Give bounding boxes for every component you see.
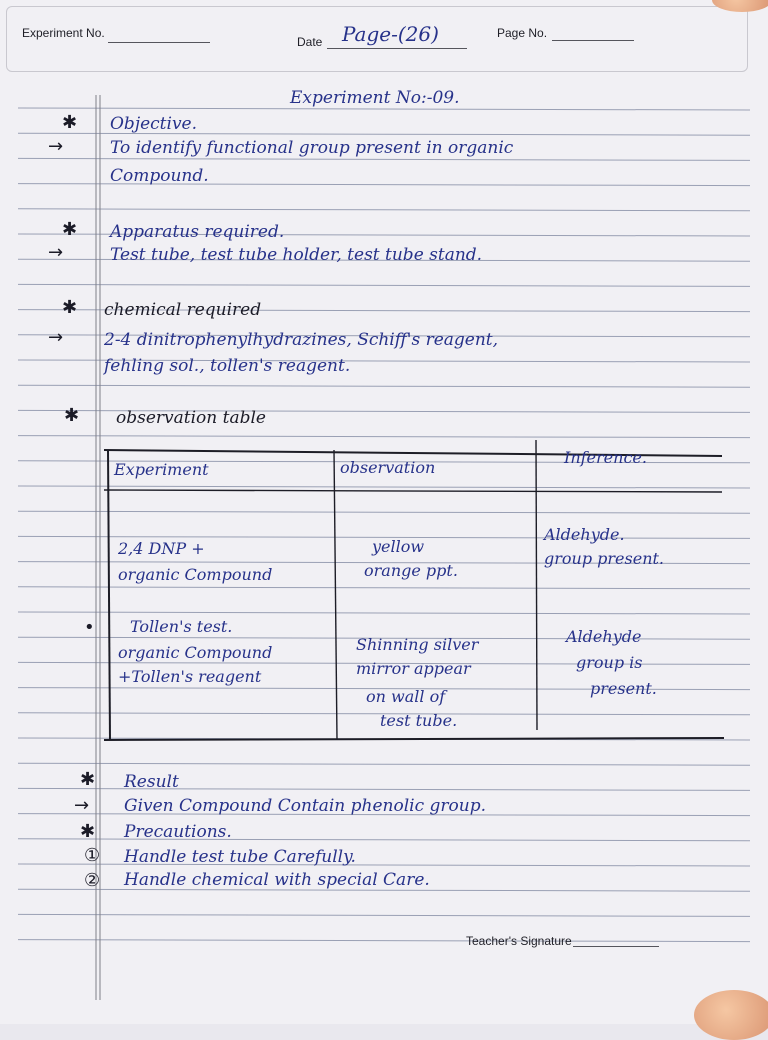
objective-line-2: Compound. <box>110 166 209 186</box>
row1-observation-line-2: orange ppt. <box>364 561 458 580</box>
bullet-icon: ✱ <box>64 405 80 426</box>
row2-observation-line-4: test tube. <box>380 711 458 730</box>
arrow-icon: → <box>74 795 90 816</box>
objective-heading: Objective. <box>110 114 198 134</box>
apparatus-line-1: Test tube, test tube holder, test tube stand. <box>110 245 483 265</box>
result-line-1: Given Compound Contain phenolic group. <box>124 796 486 816</box>
observation-heading: observation table <box>116 408 266 428</box>
row2-observation-line-3: on wall of <box>366 687 446 706</box>
row2-observation-line-2: mirror appear <box>356 659 471 678</box>
teacher-signature-label: Teacher's Signature <box>466 934 572 948</box>
table-header-experiment: Experiment <box>114 460 209 479</box>
row1-inference-line-2: group present. <box>544 549 665 568</box>
chemicals-heading: chemical required <box>104 300 262 320</box>
objective-line-1: To identify functional group present in organic <box>110 138 514 158</box>
experiment-no-label: Experiment No. <box>22 26 105 40</box>
precautions-heading: Precautions. <box>124 822 232 842</box>
bullet-icon: ✱ <box>62 297 78 318</box>
row2-experiment-line-1: Tollen's test. <box>130 617 233 636</box>
precaution-item-1: Handle test tube Carefully. <box>124 847 356 867</box>
table-header-observation: observation <box>340 458 436 477</box>
row2-experiment-line-3: +Tollen's reagent <box>118 667 262 686</box>
circled-two-icon: ② <box>84 870 101 891</box>
row2-inference-line-3: present. <box>590 679 657 698</box>
row1-experiment-line-1: 2,4 DNP + <box>118 539 205 558</box>
row2-inference-line-1: Aldehyde <box>566 627 642 646</box>
arrow-icon: → <box>48 327 64 348</box>
circled-one-icon: ① <box>84 845 101 866</box>
bullet-icon: ✱ <box>62 219 78 240</box>
experiment-title: Experiment No:-09. <box>290 88 460 108</box>
bullet-icon: ✱ <box>62 112 78 133</box>
chemicals-line-2: fehling sol., tollen's reagent. <box>104 356 351 376</box>
arrow-icon: → <box>48 136 64 157</box>
date-label: Date <box>297 35 323 49</box>
row2-experiment-line-2: organic Compound <box>118 643 273 662</box>
row1-observation-line-1: yellow <box>372 537 425 556</box>
row1-experiment-line-2: organic Compound <box>118 565 273 584</box>
page-no-label: Page No. <box>497 26 548 40</box>
row1-inference-line-1: Aldehyde. <box>544 525 625 544</box>
thumb-bottom-right <box>694 990 768 1040</box>
handwritten-page-number: Page-(26) <box>342 22 439 46</box>
chemicals-line-1: 2-4 dinitrophenylhydrazines, Schiff's reagent, <box>104 330 499 350</box>
row2-inference-line-2: group is <box>576 653 643 672</box>
apparatus-heading: Apparatus required. <box>110 222 285 242</box>
result-heading: Result <box>124 772 179 792</box>
teacher-signature-blank <box>573 946 659 947</box>
table-header-inference: Inference. <box>564 448 647 467</box>
precaution-item-2: Handle chemical with special Care. <box>124 870 430 890</box>
arrow-icon: → <box>48 242 64 263</box>
row2-observation-line-1: Shinning silver <box>356 635 479 654</box>
bullet-icon: ✱ <box>80 769 96 790</box>
row-bullet-dot: • <box>84 617 95 638</box>
bullet-icon: ✱ <box>80 821 96 842</box>
